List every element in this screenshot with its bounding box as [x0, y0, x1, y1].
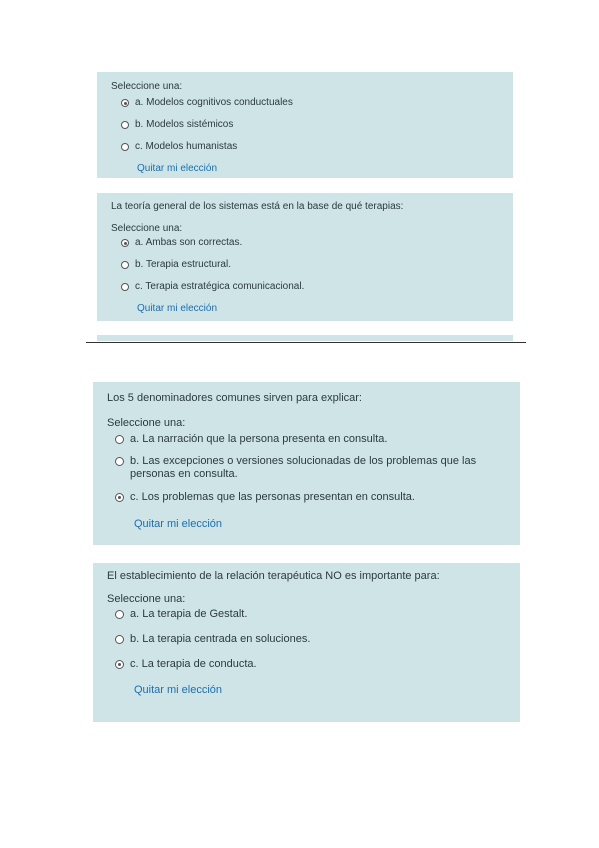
option-label: b. Modelos sistémicos	[135, 119, 234, 130]
question-text: Los 5 denominadores comunes sirven para explicar:	[107, 392, 362, 404]
radio-icon[interactable]	[121, 283, 129, 291]
radio-checked-icon[interactable]	[121, 239, 129, 247]
radio-icon[interactable]	[121, 143, 129, 151]
option-label: b. La terapia centrada en soluciones.	[130, 633, 311, 645]
option-b[interactable]	[121, 119, 499, 131]
option-label: b. Terapia estructural.	[135, 259, 231, 270]
option-label: a. La terapia de Gestalt.	[130, 608, 248, 620]
clear-choice-link[interactable]: Quitar mi elección	[134, 684, 223, 696]
select-prompt: Seleccione una:	[111, 223, 183, 234]
radio-icon[interactable]	[115, 635, 124, 644]
option-c[interactable]	[121, 141, 499, 153]
select-prompt: Seleccione una:	[107, 593, 186, 605]
question-text: El establecimiento de la relación terapéutica NO es importante para:	[107, 570, 440, 582]
card-edge-strip	[97, 335, 513, 341]
clear-choice-link[interactable]: Quitar mi elección	[137, 303, 218, 314]
select-prompt: Seleccione una:	[107, 417, 186, 429]
option-b[interactable]	[121, 259, 499, 271]
question-card-3	[93, 382, 520, 545]
question-card-2	[97, 193, 513, 321]
option-label: a. La narración que la persona presenta en consulta.	[130, 433, 388, 445]
option-a[interactable]	[121, 237, 499, 249]
page-divider	[86, 342, 526, 343]
option-label: b. Las excepciones o versiones solucionadas de los problemas que las personas en consulta.	[130, 455, 477, 480]
option-b[interactable]	[115, 633, 506, 646]
clear-choice-link[interactable]: Quitar mi elección	[137, 163, 218, 174]
option-label: c. Terapia estratégica comunicacional.	[135, 281, 305, 292]
clear-choice-link[interactable]: Quitar mi elección	[134, 518, 223, 530]
option-c[interactable]	[115, 491, 506, 504]
option-a[interactable]	[115, 608, 506, 621]
option-label: a. Ambas son correctas.	[135, 237, 243, 248]
option-b[interactable]	[115, 455, 495, 481]
option-c[interactable]	[115, 658, 506, 671]
radio-icon[interactable]	[115, 610, 124, 619]
option-c[interactable]	[121, 281, 499, 293]
option-label: c. Los problemas que las personas presentan en consulta.	[130, 491, 415, 503]
radio-checked-icon[interactable]	[115, 493, 124, 502]
option-label: a. Modelos cognitivos conductuales	[135, 97, 293, 108]
option-a[interactable]	[115, 433, 506, 446]
radio-checked-icon[interactable]	[115, 660, 124, 669]
option-a[interactable]	[121, 97, 499, 109]
radio-icon[interactable]	[115, 435, 124, 444]
radio-icon[interactable]	[115, 457, 124, 466]
question-card-1	[97, 72, 513, 178]
select-prompt: Seleccione una:	[111, 81, 183, 92]
radio-checked-icon[interactable]	[121, 99, 129, 107]
question-text: La teoría general de los sistemas está en la base de qué terapias:	[111, 201, 404, 212]
question-card-4	[93, 563, 520, 722]
option-label: c. Modelos humanistas	[135, 141, 238, 152]
option-label: c. La terapia de conducta.	[130, 658, 257, 670]
radio-icon[interactable]	[121, 261, 129, 269]
radio-icon[interactable]	[121, 121, 129, 129]
